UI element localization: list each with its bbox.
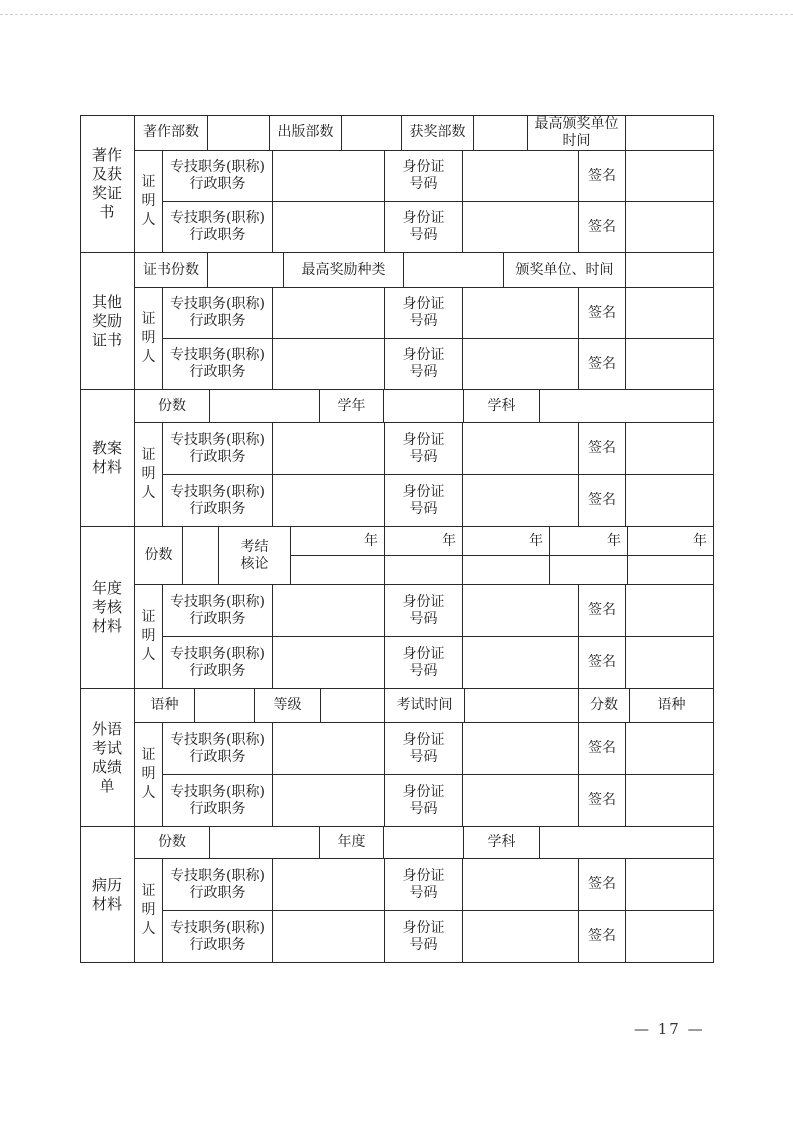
year-label: 年 bbox=[291, 527, 385, 556]
header-label: 学科 bbox=[464, 827, 540, 859]
header-label: 出版部数 bbox=[270, 115, 342, 151]
witness-label: 证明人 bbox=[135, 859, 163, 963]
witness-id-field[interactable] bbox=[463, 423, 579, 475]
witness-title-field[interactable] bbox=[273, 339, 385, 390]
section-label-zhuzuo: 著作及获奖证书 bbox=[80, 115, 135, 253]
header-label: 著作部数 bbox=[135, 115, 208, 151]
header-label: 等级 bbox=[255, 689, 321, 723]
witness-title-label: 专技职务(职称) 行政职务 bbox=[163, 151, 273, 202]
header-field[interactable] bbox=[626, 115, 714, 151]
header-field[interactable] bbox=[210, 390, 320, 423]
section-label-qita: 其他奖励证书 bbox=[80, 253, 135, 390]
witness-id-field[interactable] bbox=[463, 288, 579, 339]
witness-sign-label: 签名 bbox=[579, 637, 626, 689]
witness-sign-label: 签名 bbox=[579, 585, 626, 637]
witness-id-field[interactable] bbox=[463, 637, 579, 689]
witness-sign-field[interactable] bbox=[626, 859, 714, 911]
witness-title-label: 专技职务(职称) 行政职务 bbox=[163, 859, 273, 911]
header-field[interactable] bbox=[465, 689, 579, 723]
witness-id-label: 身份证 号码 bbox=[385, 475, 463, 527]
witness-sign-label: 签名 bbox=[579, 151, 626, 202]
header-field[interactable] bbox=[342, 115, 402, 151]
witness-title-label: 专技职务(职称) 行政职务 bbox=[163, 637, 273, 689]
header-field[interactable] bbox=[384, 390, 464, 423]
header-field[interactable] bbox=[208, 253, 284, 288]
witness-id-field[interactable] bbox=[463, 202, 579, 253]
witness-sign-field[interactable] bbox=[626, 723, 714, 775]
year-label: 年 bbox=[628, 527, 714, 556]
section-label-bingli: 病历材料 bbox=[80, 827, 135, 963]
witness-id-field[interactable] bbox=[463, 585, 579, 637]
witness-id-label: 身份证 号码 bbox=[385, 723, 463, 775]
header-field[interactable] bbox=[474, 115, 528, 151]
witness-id-label: 身份证 号码 bbox=[385, 911, 463, 963]
witness-sign-label: 签名 bbox=[579, 775, 626, 827]
witness-sign-field[interactable] bbox=[626, 202, 714, 253]
year-label: 年 bbox=[550, 527, 628, 556]
witness-title-label: 专技职务(职称) 行政职务 bbox=[163, 339, 273, 390]
witness-id-label: 身份证 号码 bbox=[385, 775, 463, 827]
witness-title-field[interactable] bbox=[273, 775, 385, 827]
scan-edge-line bbox=[0, 14, 793, 15]
witness-sign-label: 签名 bbox=[579, 859, 626, 911]
header-label: 份数 bbox=[135, 390, 210, 423]
header-label: 学年 bbox=[320, 390, 384, 423]
witness-sign-label: 签名 bbox=[579, 288, 626, 339]
header-field[interactable] bbox=[540, 827, 714, 859]
witness-sign-field[interactable] bbox=[626, 151, 714, 202]
year-result-field[interactable] bbox=[463, 556, 550, 585]
witness-id-field[interactable] bbox=[463, 339, 579, 390]
witness-label: 证明人 bbox=[135, 423, 163, 527]
year-result-field[interactable] bbox=[628, 556, 714, 585]
witness-sign-field[interactable] bbox=[626, 775, 714, 827]
witness-id-label: 身份证 号码 bbox=[385, 859, 463, 911]
witness-title-label: 专技职务(职称) 行政职务 bbox=[163, 202, 273, 253]
header-field[interactable] bbox=[384, 827, 464, 859]
witness-title-field[interactable] bbox=[273, 423, 385, 475]
header-field[interactable] bbox=[540, 390, 714, 423]
witness-sign-label: 签名 bbox=[579, 475, 626, 527]
witness-sign-label: 签名 bbox=[579, 723, 626, 775]
witness-title-field[interactable] bbox=[273, 475, 385, 527]
witness-sign-field[interactable] bbox=[626, 911, 714, 963]
header-field[interactable] bbox=[195, 689, 255, 723]
witness-sign-field[interactable] bbox=[626, 637, 714, 689]
witness-label: 证明人 bbox=[135, 723, 163, 827]
section-label-niandu: 年度考核材料 bbox=[80, 527, 135, 689]
witness-sign-field[interactable] bbox=[626, 585, 714, 637]
header-label: 份数 bbox=[135, 827, 210, 859]
witness-title-field[interactable] bbox=[273, 859, 385, 911]
witness-title-field[interactable] bbox=[273, 288, 385, 339]
header-label: 最高颁奖单位 时间 bbox=[528, 115, 626, 151]
witness-title-label: 专技职务(职称) 行政职务 bbox=[163, 423, 273, 475]
witness-title-label: 专技职务(职称) 行政职务 bbox=[163, 775, 273, 827]
witness-label: 证明人 bbox=[135, 151, 163, 253]
witness-sign-field[interactable] bbox=[626, 423, 714, 475]
witness-id-label: 身份证 号码 bbox=[385, 423, 463, 475]
witness-sign-label: 签名 bbox=[579, 202, 626, 253]
header-field[interactable] bbox=[183, 527, 219, 585]
witness-id-field[interactable] bbox=[463, 723, 579, 775]
witness-id-label: 身份证 号码 bbox=[385, 339, 463, 390]
witness-sign-label: 签名 bbox=[579, 423, 626, 475]
header-label: 最高奖励种类 bbox=[284, 253, 404, 288]
witness-sign-field[interactable] bbox=[626, 475, 714, 527]
witness-id-field[interactable] bbox=[463, 775, 579, 827]
header-label: 分数 bbox=[579, 689, 630, 723]
page-number: — 17 — bbox=[634, 1020, 705, 1038]
header-field[interactable] bbox=[626, 253, 714, 288]
header-label: 获奖部数 bbox=[402, 115, 474, 151]
header-field[interactable] bbox=[321, 689, 385, 723]
witness-title-label: 专技职务(职称) 行政职务 bbox=[163, 585, 273, 637]
section-label-jiaoan: 教案材料 bbox=[80, 390, 135, 527]
witness-sign-label: 签名 bbox=[579, 339, 626, 390]
witness-id-label: 身份证 号码 bbox=[385, 151, 463, 202]
header-label: 语种 bbox=[630, 689, 714, 723]
witness-title-field[interactable] bbox=[273, 911, 385, 963]
witness-id-field[interactable] bbox=[463, 151, 579, 202]
witness-title-label: 专技职务(职称) 行政职务 bbox=[163, 288, 273, 339]
year-label: 年 bbox=[463, 527, 550, 556]
witness-title-label: 专技职务(职称) 行政职务 bbox=[163, 475, 273, 527]
witness-title-field[interactable] bbox=[273, 202, 385, 253]
year-result-field[interactable] bbox=[291, 556, 385, 585]
header-label: 考结 核论 bbox=[219, 527, 291, 585]
witness-id-field[interactable] bbox=[463, 859, 579, 911]
header-label: 语种 bbox=[135, 689, 195, 723]
witness-id-label: 身份证 号码 bbox=[385, 585, 463, 637]
header-label: 考试时间 bbox=[385, 689, 465, 723]
witness-title-label: 专技职务(职称) 行政职务 bbox=[163, 723, 273, 775]
witness-id-field[interactable] bbox=[463, 475, 579, 527]
witness-id-label: 身份证 号码 bbox=[385, 288, 463, 339]
witness-title-field[interactable] bbox=[273, 723, 385, 775]
witness-label: 证明人 bbox=[135, 585, 163, 689]
section-label-waiyu: 外语考试成绩单 bbox=[80, 689, 135, 827]
header-field[interactable] bbox=[210, 827, 320, 859]
header-field[interactable] bbox=[404, 253, 504, 288]
witness-id-field[interactable] bbox=[463, 911, 579, 963]
witness-sign-field[interactable] bbox=[626, 339, 714, 390]
header-label: 证书份数 bbox=[135, 253, 208, 288]
header-field[interactable] bbox=[208, 115, 270, 151]
witness-id-label: 身份证 号码 bbox=[385, 637, 463, 689]
year-result-field[interactable] bbox=[385, 556, 463, 585]
witness-sign-label: 签名 bbox=[579, 911, 626, 963]
year-result-field[interactable] bbox=[550, 556, 628, 585]
witness-sign-field[interactable] bbox=[626, 288, 714, 339]
header-label: 年度 bbox=[320, 827, 384, 859]
witness-id-label: 身份证 号码 bbox=[385, 202, 463, 253]
header-label: 颁奖单位、时间 bbox=[504, 253, 626, 288]
header-label: 学科 bbox=[464, 390, 540, 423]
witness-title-field[interactable] bbox=[273, 585, 385, 637]
witness-label: 证明人 bbox=[135, 288, 163, 390]
header-label: 份数 bbox=[135, 527, 183, 585]
witness-title-field[interactable] bbox=[273, 637, 385, 689]
witness-title-field[interactable] bbox=[273, 151, 385, 202]
year-label: 年 bbox=[385, 527, 463, 556]
witness-title-label: 专技职务(职称) 行政职务 bbox=[163, 911, 273, 963]
